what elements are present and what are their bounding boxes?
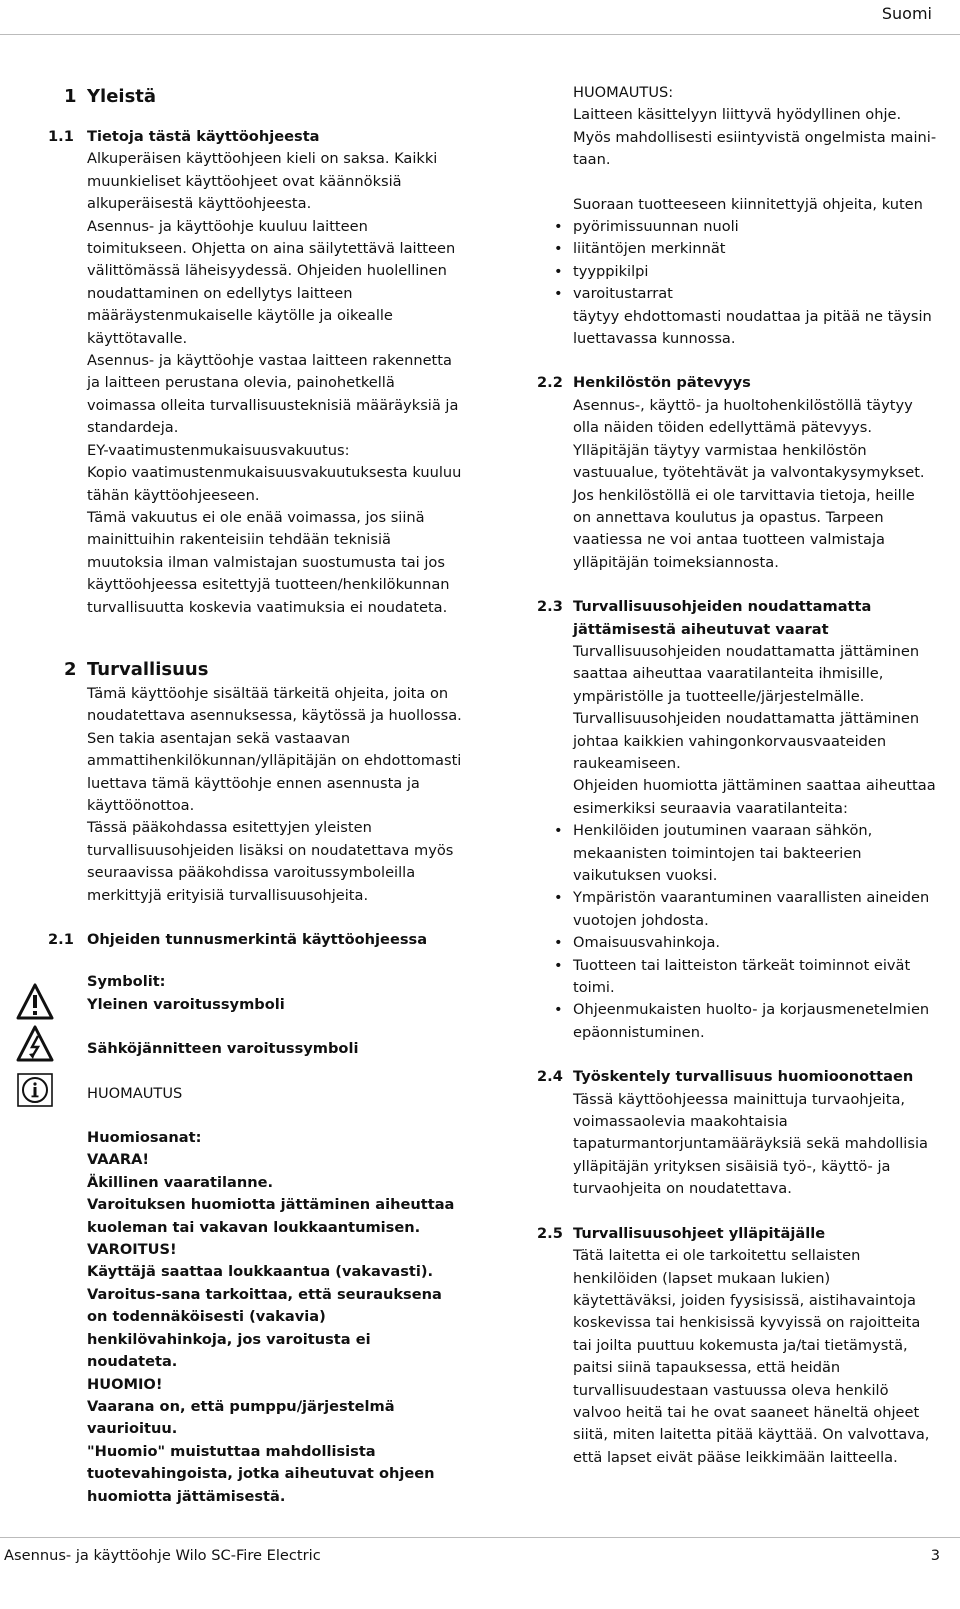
section-2-4-heading <box>537 1066 937 1088</box>
paragraph: Tässä käyttöohjeessa mainittuja turvaohjeita, voimassaolevia maakohtaisia tapaturmantorjuntamääräyksiä sekä mahdollisia ylläpitäjän yrityksen sisäisiä työ-, käyttö- ja turvaohjeita on noudatettava. <box>573 1090 928 1198</box>
hazards-list <box>573 820 937 1044</box>
paragraph: Tätä laitetta ei ole tarkoitettu sellaisten henkilöiden (lapset mukaan lukien) käytettäväksi, joiden fyysisissä, aistihavaintoja koskevissa tai henkisissä kyvyissä on rajoitteita tai joilta puuttuu kokemusta ja/tai tietämystä, paitsi siinä tapauksessa, että heidän turvallisuudestaan vastuussa oleva henkilö valvoo heitä tai he ovat saaneet häneltä ohjeet siitä, miten laitetta pitää käyttää. On valvottava, että lapset eivät pääse leikkimään laitteella. <box>573 1247 930 1466</box>
danger-desc: Varoituksen huomiotta jättäminen aiheuttaa kuoleman tai vakavan loukkaantumisen. <box>87 1196 455 1236</box>
caution-desc: "Huomio" muistuttaa mahdollisista tuotevahingoista, jotka aiheutuvat ohjeen huomiotta jättämisestä. <box>87 1442 435 1505</box>
list-item: • varoitustarrat <box>573 283 937 305</box>
signal-words-label: Huomiosanat: <box>87 1129 202 1147</box>
list-item: • pyörimissuunnan nuoli <box>573 216 937 238</box>
paragraph: Tämä vakuutus ei ole enää voimassa, jos siinä mainittuihin rakenteisiin tehdään teknisiä muutoksia ilman valmistajan suostumusta tai jos käyttöohjeessa esitettyjä tuotteen/henkilökunnan turvallisuutta koskevia vaatimuksia ei noudateta. <box>87 508 450 616</box>
header-divider <box>0 34 960 35</box>
list-item: • liitäntöjen merkinnät <box>573 238 937 260</box>
caution-label: HUOMIO! <box>87 1375 163 1393</box>
footer-divider <box>0 1537 960 1538</box>
paragraph: EY-vaatimustenmukaisuusvakuutus: <box>87 441 350 459</box>
warning-label: VAROITUS! <box>87 1241 177 1259</box>
section-number: 2.1 <box>48 931 74 948</box>
header-language: Suomi <box>881 4 932 23</box>
note-line: Laitteen käsittelyyn liittyvä hyödyllinen ohje. <box>573 106 902 124</box>
section-title: Työskentely turvallisuus huomioonottaen <box>573 1068 914 1086</box>
section-title: Turvallisuusohjeiden noudattamatta jättämisestä aiheutuvat vaarat <box>573 598 872 638</box>
caution-desc: Vaarana on, että pumppu/järjestelmä vaurioituu. <box>87 1397 395 1438</box>
warning-triangle-icon <box>16 982 54 1022</box>
section-1-1-heading <box>48 126 464 148</box>
direct-instructions-outro: täytyy ehdottomasti noudattaa ja pitää ne täysin luettavassa kunnossa. <box>573 307 932 348</box>
section-number: 2.5 <box>537 1224 563 1242</box>
section-title: Yleistä <box>87 86 157 107</box>
list-item: • Henkilöiden joutuminen vaaraan sähkön, mekaanisten toimintojen tai bakteerien vaikutuksen vuoksi. <box>573 820 937 887</box>
list-item: • tyyppikilpi <box>573 261 937 283</box>
general-warning-label: Yleinen varoitussymboli <box>87 995 285 1013</box>
warning-desc: Käyttäjä saattaa loukkaantua (vakavasti). <box>87 1263 434 1281</box>
section-2-5-heading <box>537 1223 937 1245</box>
paragraph: Ohjeiden huomiotta jättäminen saattaa aiheuttaa esimerkiksi seuraavia vaaratilanteita: <box>573 777 936 817</box>
section-number: 2.4 <box>537 1068 563 1086</box>
section-title: Ohjeiden tunnusmerkintä käyttöohjeessa <box>87 931 428 948</box>
direct-instructions-intro: Suoraan tuotteeseen kiinnitettyjä ohjeita, kuten <box>573 195 923 213</box>
section-number: 2.2 <box>537 374 563 392</box>
section-number: 1.1 <box>48 128 74 145</box>
electric-hazard-icon <box>16 1024 54 1064</box>
electric-warning-label: Sähköjännitteen varoitussymboli <box>87 1040 359 1058</box>
paragraph: Asennus- ja käyttöohje vastaa laitteen rakennetta ja laitteen perustana olevia, painohetkellä voimassa olleita turvallisuusteknisiä määräyksiä ja standardeja. <box>87 352 459 437</box>
symbols-label: Symbolit: <box>87 973 166 991</box>
list-item: • Tuotteen tai laitteiston tärkeät toiminnot eivät toimi. <box>573 955 937 1000</box>
section-2-2-heading <box>537 372 937 394</box>
section-number: 1 <box>64 86 77 107</box>
danger-desc: Äkillinen vaaratilanne. <box>87 1173 274 1191</box>
list-item: • Ohjeenmukaisten huolto- ja korjausmenetelmien epäonnistuminen. <box>573 999 937 1044</box>
right-column <box>537 82 937 1469</box>
section-title: Henkilöstön pätevyys <box>573 374 751 392</box>
section-title: Turvallisuus <box>87 658 209 680</box>
note-label: HUOMAUTUS <box>87 1084 183 1102</box>
section-title: Turvallisuusohjeet ylläpitäjälle <box>573 1224 826 1242</box>
section-2-3-heading <box>537 596 937 641</box>
note-title: HUOMAUTUS: <box>573 84 674 101</box>
list-item: • Omaisuusvahinkoja. <box>573 932 937 954</box>
paragraph: Turvallisuusohjeiden noudattamatta jättäminen saattaa aiheuttaa vaaratilanteita ihmisille, ympäristölle ja tuotteelle/järjestelmälle. Turvallisuusohjeiden noudattamatta jättäminen johtaa kaikkien vahingonkorvausvaateiden raukeamiseen. <box>573 642 920 772</box>
direct-instructions-list <box>573 216 937 306</box>
paragraph: Asennus- ja käyttöohje kuuluu laitteen toimitukseen. Ohjetta on aina säilytettävä laitteen välittömässä läheisyydessä. Ohjeiden huolellinen noudattaminen on edellytys laitteen määräystenmukaiselle käytölle ja oikealle käyttötavalle. <box>87 217 456 347</box>
section-number: 2.3 <box>537 598 563 616</box>
paragraph: Tässä pääkohdassa esitettyjen yleisten turvallisuusohjeiden lisäksi on noudatettava myös seuraavissa pääkohdissa varoitussymboleilla merkittyjä erityisiä turvallisuusohjeita. <box>87 819 454 904</box>
note-line: Myös mahdollisesti esiintyvistä ongelmista maini-taan. <box>573 128 937 169</box>
warning-desc: Varoitus-sana tarkoittaa, että seurauksena on todennäköisesti (vakavia) henkilövahinkoja, jos varoitusta ei noudateta. <box>87 1285 442 1371</box>
paragraph: Tämä käyttöohje sisältää tärkeitä ohjeita, joita on noudatettava asennuksessa, käytössä ja huollossa. Sen takia asentajan sekä vastaavan ammattihenkilökunnan/ylläpitäjän on ehdottomasti luettava tämä käyttöohje ennen asennusta ja käyttöönottoa. <box>87 684 462 814</box>
section-2-heading <box>64 657 464 683</box>
footer-manual-title: Asennus- ja käyttöohje Wilo SC-Fire Electric <box>4 1547 321 1564</box>
section-title: Tietoja tästä käyttöohjeesta <box>87 128 320 145</box>
danger-label: VAARA! <box>87 1151 150 1169</box>
section-1-heading <box>64 84 464 110</box>
section-number: 2 <box>64 658 77 680</box>
left-column <box>48 84 464 1508</box>
list-item: • Ympäristön vaarantuminen vaarallisten aineiden vuotojen johdosta. <box>573 887 937 932</box>
info-icon <box>16 1070 54 1110</box>
paragraph: Kopio vaatimustenmukaisuusvakuutuksesta kuuluu tähän käyttöohjeeseen. <box>87 464 462 504</box>
paragraph: Alkuperäisen käyttöohjeen kieli on saksa. Kaikki muunkieliset käyttöohjeet ovat käännöksiä alkuperäisestä käyttöohjeesta. <box>87 150 438 213</box>
paragraph: Asennus-, käyttö- ja huoltohenkilöstöllä täytyy olla näiden töiden edellyttämä pätevyys. Ylläpitäjän täytyy varmistaa henkilöstön vastuualue, työtehtävät ja valvontakysymykset. Jos henkilöstöllä ei ole tarvittavia tietoja, heille on annettava koulutus ja opastus. Tarpeen vaatiessa ne voi antaa tuotteen valmistaja ylläpitäjän toimeksiannosta. <box>573 396 925 571</box>
footer-page-number: 3 <box>930 1547 940 1564</box>
section-2-1-heading <box>48 929 464 951</box>
